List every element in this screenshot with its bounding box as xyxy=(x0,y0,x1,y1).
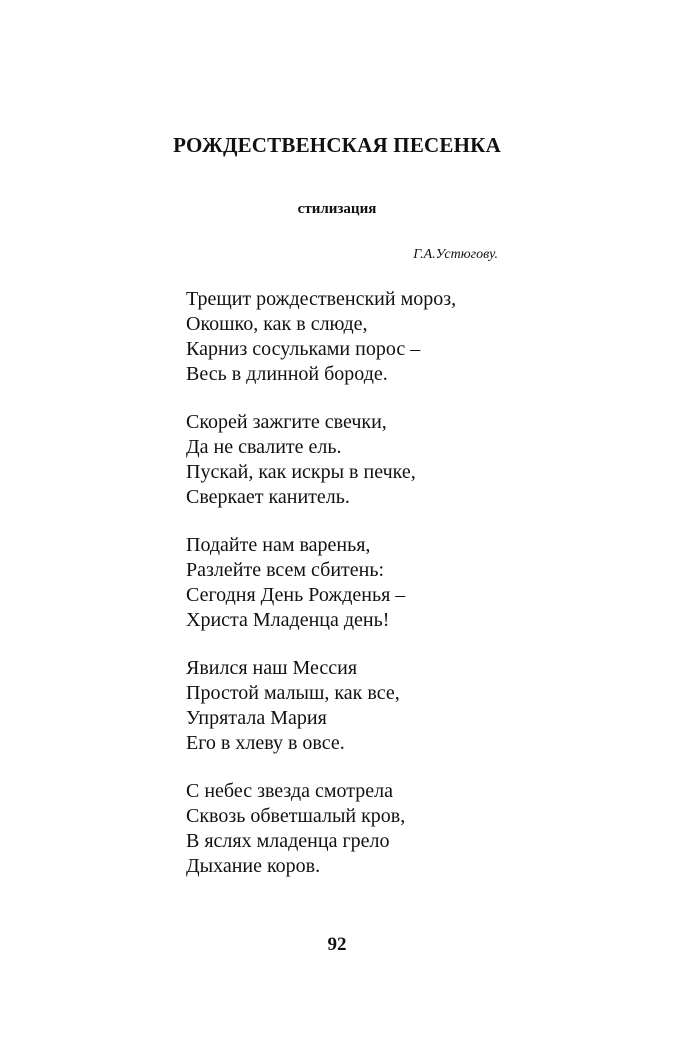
poem-line: Дыхание коров. xyxy=(186,855,321,877)
poem-line: Трещит рождественский мороз, xyxy=(186,288,457,310)
poem-dedication: Г.А.Устюгову. xyxy=(413,247,498,262)
poem-line: Сквозь обветшалый кров, xyxy=(186,805,406,827)
poem-line: Окошко, как в слюде, xyxy=(186,313,368,335)
poem-line: С небес звезда смотрела xyxy=(186,780,394,802)
poem-line: Разлейте всем сбитень: xyxy=(186,559,385,581)
stanza-4 xyxy=(186,656,586,756)
poem-line: Карниз сосульками порос – xyxy=(186,338,421,360)
poem-line: Весь в длинной бороде. xyxy=(186,363,388,385)
poem-line: Его в хлеву в овсе. xyxy=(186,732,345,754)
stanza-2 xyxy=(186,410,586,510)
poem-line: Да не свалите ель. xyxy=(186,436,342,458)
page-number: 92 xyxy=(327,934,347,955)
stanza-3 xyxy=(186,533,586,633)
poem-line: Сегодня День Рожденья – xyxy=(186,584,406,606)
poem-title: РОЖДЕСТВЕНСКАЯ ПЕСЕНКА xyxy=(173,133,501,157)
poem-line: Простой малыш, как все, xyxy=(186,682,400,704)
poem-line: Явился наш Мессия xyxy=(186,657,358,679)
poem-line: Подайте нам варенья, xyxy=(186,534,371,556)
poem-body xyxy=(186,287,586,902)
stanza-1 xyxy=(186,287,586,387)
poem-line: В яслях младенца грело xyxy=(186,830,390,852)
poem-line: Скорей зажгите свечки, xyxy=(186,411,387,433)
poem-line: Пускай, как искры в печке, xyxy=(186,461,416,483)
poem-subtitle: стилизация xyxy=(297,201,377,217)
stanza-5 xyxy=(186,779,586,879)
poem-line: Упрятала Мария xyxy=(186,707,327,729)
poem-line: Сверкает канитель. xyxy=(186,486,350,508)
poem-line: Христа Младенца день! xyxy=(186,609,390,631)
